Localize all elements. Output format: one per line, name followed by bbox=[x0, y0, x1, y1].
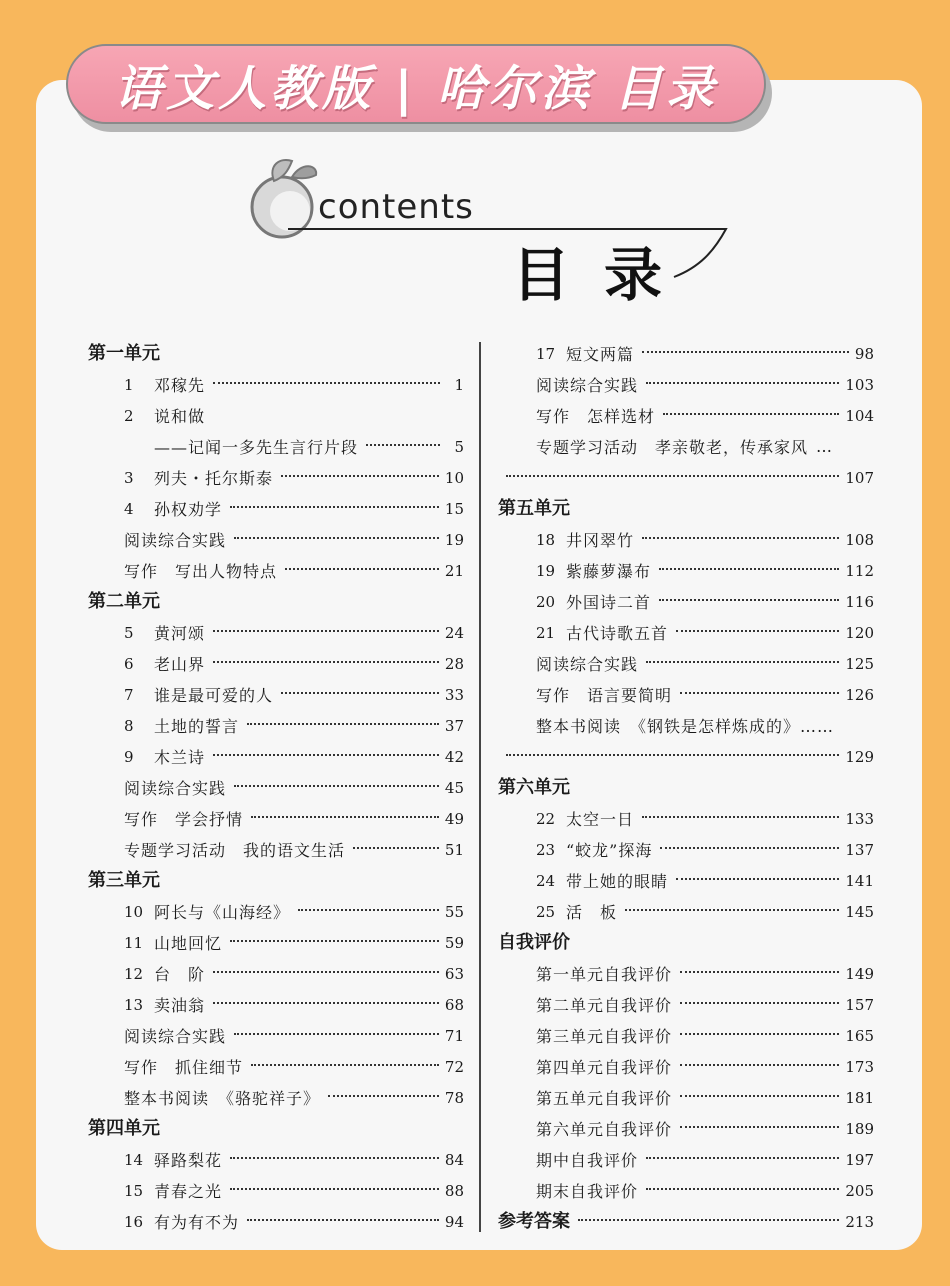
lesson-number: 3 bbox=[124, 468, 134, 487]
toc-entry[interactable] bbox=[88, 1144, 464, 1175]
toc-entry[interactable] bbox=[88, 710, 464, 741]
unit-heading: 第三单元 bbox=[88, 870, 160, 891]
dot-leader bbox=[642, 537, 839, 539]
lesson-subtitle: ——记闻一多先生言行片段 bbox=[154, 438, 359, 457]
toc-entry[interactable] bbox=[88, 431, 464, 462]
section-title: 专题学习活动 我的语文生活 bbox=[124, 841, 346, 860]
toc-entry[interactable] bbox=[498, 803, 874, 834]
toc-entry[interactable] bbox=[88, 1051, 464, 1082]
page-number: 78 bbox=[444, 1088, 464, 1107]
section-title: 写作 怎样选材 bbox=[536, 407, 656, 426]
page-number: 51 bbox=[444, 840, 464, 859]
lesson-title: 有为有不为 bbox=[154, 1213, 240, 1232]
page-number: 181 bbox=[845, 1088, 874, 1107]
lesson-number: 5 bbox=[124, 623, 134, 642]
toc-entry[interactable] bbox=[88, 617, 464, 648]
unit-heading: 自我评价 bbox=[498, 932, 570, 953]
dot-leader bbox=[234, 1033, 439, 1035]
leaf-apple-icon bbox=[252, 160, 316, 237]
lesson-title: 老山界 bbox=[154, 655, 206, 674]
dot-leader bbox=[646, 1157, 839, 1159]
toc-entry[interactable] bbox=[88, 896, 464, 927]
lesson-title: 土地的誓言 bbox=[154, 717, 240, 736]
lesson-number: 11 bbox=[124, 933, 144, 952]
dot-leader bbox=[213, 661, 439, 663]
section-title: 阅读综合实践 bbox=[124, 779, 227, 798]
banner-title: 语文人教版 | 哈尔滨 目录 bbox=[114, 60, 718, 117]
section-title: 阅读综合实践 bbox=[536, 655, 639, 674]
lesson-title: 驿路梨花 bbox=[154, 1151, 223, 1170]
lesson-number: 7 bbox=[124, 685, 134, 704]
dot-leader bbox=[663, 413, 839, 415]
lesson-number: 2 bbox=[124, 406, 134, 425]
page-number: 59 bbox=[444, 933, 464, 952]
dot-leader bbox=[213, 1002, 439, 1004]
section-title: 写作 写出人物特点 bbox=[124, 562, 278, 581]
section-title: 第一单元自我评价 bbox=[536, 965, 673, 984]
dot-leader bbox=[247, 723, 439, 725]
dot-leader bbox=[680, 692, 839, 694]
lesson-title: 带上她的眼睛 bbox=[566, 872, 669, 891]
dot-leader bbox=[646, 1188, 839, 1190]
lesson-number: 25 bbox=[536, 902, 556, 921]
section-title: 专题学习活动 孝亲敬老，传承家风 bbox=[536, 438, 809, 457]
page-number: 84 bbox=[444, 1150, 464, 1169]
toc-entry[interactable] bbox=[498, 586, 874, 617]
page-number: 94 bbox=[444, 1212, 464, 1231]
dot-leader bbox=[680, 1095, 839, 1097]
dot-leader bbox=[646, 661, 839, 663]
toc-entry[interactable] bbox=[498, 1113, 874, 1144]
dot-leader bbox=[353, 847, 439, 849]
lesson-title: 邓稼先 bbox=[154, 376, 206, 395]
page-number: 103 bbox=[845, 375, 874, 394]
toc-entry[interactable] bbox=[498, 369, 874, 400]
section-title: 第五单元自我评价 bbox=[536, 1089, 673, 1108]
unit-heading: 第五单元 bbox=[498, 498, 570, 519]
toc-entry[interactable] bbox=[498, 1020, 874, 1051]
lesson-title: 木兰诗 bbox=[154, 748, 206, 767]
toc-entry[interactable] bbox=[88, 834, 464, 865]
section-title: 第四单元自我评价 bbox=[536, 1058, 673, 1077]
toc-entry[interactable] bbox=[88, 989, 464, 1020]
page-number: 19 bbox=[444, 530, 464, 549]
toc-entry[interactable] bbox=[498, 896, 874, 927]
toc-entry[interactable] bbox=[88, 369, 464, 400]
page-number: 112 bbox=[845, 561, 874, 580]
lesson-title: 说和做 bbox=[154, 407, 206, 426]
dot-leader bbox=[680, 1064, 839, 1066]
toc-entry[interactable] bbox=[88, 493, 464, 524]
lesson-title: 外国诗二首 bbox=[566, 593, 652, 612]
page-number: 15 bbox=[444, 499, 464, 518]
unit-heading: 第四单元 bbox=[88, 1118, 160, 1139]
dot-leader bbox=[298, 909, 439, 911]
dot-leader bbox=[281, 692, 439, 694]
lesson-title: 阿长与《山海经》 bbox=[154, 903, 291, 922]
page-number: 137 bbox=[845, 840, 874, 859]
dot-leader bbox=[676, 630, 839, 632]
dot-leader bbox=[230, 940, 439, 942]
page-number: 21 bbox=[444, 561, 464, 580]
lesson-number: 15 bbox=[124, 1181, 144, 1200]
toc-entry[interactable] bbox=[498, 400, 874, 431]
dot-leader bbox=[506, 754, 839, 756]
section-title: 阅读综合实践 bbox=[124, 1027, 227, 1046]
page-number: 145 bbox=[845, 902, 874, 921]
toc-entry[interactable] bbox=[498, 865, 874, 896]
dot-leader bbox=[234, 537, 439, 539]
lesson-title: 古代诗歌五首 bbox=[566, 624, 669, 643]
page-number: 173 bbox=[845, 1057, 874, 1076]
dot-leader bbox=[659, 599, 839, 601]
lesson-title: 活 板 bbox=[566, 903, 618, 922]
page-number: 141 bbox=[845, 871, 874, 890]
lesson-title: 台 阶 bbox=[154, 965, 206, 984]
dot-leader bbox=[281, 475, 439, 477]
toc-entry[interactable] bbox=[498, 710, 874, 741]
dot-leader bbox=[625, 909, 839, 911]
page-number: 120 bbox=[845, 623, 874, 642]
lesson-number: 8 bbox=[124, 716, 134, 735]
lesson-title: “蛟龙”探海 bbox=[566, 841, 653, 860]
lesson-number: 12 bbox=[124, 964, 144, 983]
toc-entry[interactable] bbox=[88, 1020, 464, 1051]
page-number: 28 bbox=[444, 654, 464, 673]
lesson-title: 黄河颂 bbox=[154, 624, 206, 643]
page-number: 116 bbox=[845, 592, 874, 611]
banner-body bbox=[66, 44, 766, 124]
toc-entry[interactable] bbox=[88, 958, 464, 989]
title-banner bbox=[66, 44, 772, 134]
lesson-title: 谁是最可爱的人 bbox=[154, 686, 274, 705]
dot-leader bbox=[251, 816, 439, 818]
unit-heading: 参考答案 bbox=[498, 1211, 570, 1232]
section-title: 整本书阅读 《骆驼祥子》 bbox=[124, 1089, 321, 1108]
page-number: 98 bbox=[854, 344, 874, 363]
page-number: 213 bbox=[845, 1212, 874, 1231]
lesson-number: 14 bbox=[124, 1150, 144, 1169]
lesson-number: 23 bbox=[536, 840, 556, 859]
toc-entry[interactable] bbox=[88, 648, 464, 679]
toc-entry[interactable] bbox=[88, 803, 464, 834]
toc-right-column bbox=[498, 338, 874, 1237]
page-number: 107 bbox=[845, 468, 874, 487]
dot-leader bbox=[213, 971, 439, 973]
section-title: 写作 抓住细节 bbox=[124, 1058, 244, 1077]
section-title: 阅读综合实践 bbox=[124, 531, 227, 550]
dot-leader bbox=[213, 754, 439, 756]
dot-leader bbox=[642, 816, 839, 818]
page-number: 126 bbox=[845, 685, 874, 704]
page-number: 133 bbox=[845, 809, 874, 828]
section-title: 阅读综合实践 bbox=[536, 376, 639, 395]
dot-leader bbox=[578, 1219, 839, 1221]
lesson-number: 1 bbox=[124, 375, 134, 394]
page-number: 68 bbox=[444, 995, 464, 1014]
dot-leader bbox=[328, 1095, 439, 1097]
lesson-number: 16 bbox=[124, 1212, 144, 1231]
toc-left-column bbox=[88, 338, 464, 1237]
page-number: 72 bbox=[444, 1057, 464, 1076]
page-number: 33 bbox=[444, 685, 464, 704]
page-number: 42 bbox=[444, 747, 464, 766]
lesson-title: 列夫・托尔斯泰 bbox=[154, 469, 274, 488]
section-title: 第六单元自我评价 bbox=[536, 1120, 673, 1139]
toc-entry[interactable] bbox=[498, 989, 874, 1020]
page-number: 104 bbox=[845, 406, 874, 425]
lesson-title: 紫藤萝瀑布 bbox=[566, 562, 652, 581]
toc-entry[interactable] bbox=[88, 1082, 464, 1113]
contents-word: contents bbox=[318, 187, 474, 227]
toc-entry[interactable] bbox=[88, 1175, 464, 1206]
toc-entry[interactable] bbox=[498, 1144, 874, 1175]
dot-leader bbox=[251, 1064, 439, 1066]
toc-entry[interactable] bbox=[498, 1051, 874, 1082]
section-title: 写作 语言要简明 bbox=[536, 686, 673, 705]
lesson-number: 24 bbox=[536, 871, 556, 890]
dot-leader bbox=[230, 1188, 439, 1190]
page-number: 125 bbox=[845, 654, 874, 673]
toc-entry[interactable] bbox=[498, 431, 874, 462]
dot-leader bbox=[680, 1126, 839, 1128]
dot-leader bbox=[676, 878, 839, 880]
toc-entry[interactable] bbox=[88, 555, 464, 586]
unit-heading: 第六单元 bbox=[498, 777, 570, 798]
page-number: 5 bbox=[454, 437, 464, 456]
lesson-number: 17 bbox=[536, 344, 556, 363]
toc-entry[interactable] bbox=[498, 679, 874, 710]
toc-entry[interactable] bbox=[498, 338, 874, 369]
toc-entry[interactable] bbox=[88, 772, 464, 803]
lesson-title: 卖油翁 bbox=[154, 996, 206, 1015]
page-number: 71 bbox=[444, 1026, 464, 1045]
dot-leader bbox=[213, 382, 440, 384]
section-title: 期末自我评价 bbox=[536, 1182, 639, 1201]
page-number: 189 bbox=[845, 1119, 874, 1138]
dot-leader bbox=[680, 971, 839, 973]
page-number: 108 bbox=[845, 530, 874, 549]
lesson-number: 21 bbox=[536, 623, 556, 642]
toc-entry[interactable] bbox=[88, 679, 464, 710]
page-number: 129 bbox=[845, 747, 874, 766]
page-number: 10 bbox=[444, 468, 464, 487]
page-number: 63 bbox=[444, 964, 464, 983]
toc-entry-answers[interactable] bbox=[498, 1206, 874, 1237]
toc-entry[interactable] bbox=[498, 958, 874, 989]
lesson-title: 青春之光 bbox=[154, 1182, 223, 1201]
dot-leader bbox=[230, 1157, 439, 1159]
dot-leader bbox=[213, 630, 439, 632]
column-divider bbox=[479, 342, 481, 1232]
mulu-title: 目录 bbox=[512, 241, 697, 309]
toc-entry-continuation[interactable] bbox=[498, 462, 874, 493]
dot-leader bbox=[680, 1033, 839, 1035]
dot-leader bbox=[285, 568, 439, 570]
toc-entry-continuation[interactable] bbox=[498, 741, 874, 772]
dot-leader bbox=[366, 444, 440, 446]
toc-entry[interactable] bbox=[88, 1206, 464, 1237]
ellipsis: … bbox=[816, 437, 834, 456]
page-number: 49 bbox=[444, 809, 464, 828]
toc-entry[interactable] bbox=[88, 741, 464, 772]
page-number: 165 bbox=[845, 1026, 874, 1045]
lesson-number: 4 bbox=[124, 499, 134, 518]
page-number: 205 bbox=[845, 1181, 874, 1200]
lesson-number: 22 bbox=[536, 809, 556, 828]
lesson-number: 19 bbox=[536, 561, 556, 580]
lesson-number: 20 bbox=[536, 592, 556, 611]
unit-heading: 第二单元 bbox=[88, 591, 160, 612]
lesson-title: 短文两篇 bbox=[566, 345, 635, 364]
dot-leader bbox=[234, 785, 439, 787]
dot-leader bbox=[642, 351, 849, 353]
page-number: 157 bbox=[845, 995, 874, 1014]
toc-entry[interactable] bbox=[498, 648, 874, 679]
dot-leader bbox=[680, 1002, 839, 1004]
section-title: 第三单元自我评价 bbox=[536, 1027, 673, 1046]
lesson-number: 10 bbox=[124, 902, 144, 921]
toc-entry[interactable] bbox=[88, 927, 464, 958]
page-number: 45 bbox=[444, 778, 464, 797]
toc-entry[interactable] bbox=[88, 400, 464, 431]
toc-entry[interactable] bbox=[88, 524, 464, 555]
lesson-title: 孙权劝学 bbox=[154, 500, 223, 519]
lesson-number: 6 bbox=[124, 654, 134, 673]
lesson-number: 9 bbox=[124, 747, 134, 766]
dot-leader bbox=[660, 847, 839, 849]
lesson-title: 山地回忆 bbox=[154, 934, 223, 953]
page-number: 24 bbox=[444, 623, 464, 642]
toc-entry[interactable] bbox=[498, 524, 874, 555]
toc-entry[interactable] bbox=[498, 617, 874, 648]
lesson-title: 太空一日 bbox=[566, 810, 635, 829]
toc-entry[interactable] bbox=[498, 834, 874, 865]
toc-entry[interactable] bbox=[498, 1082, 874, 1113]
dot-leader bbox=[247, 1219, 439, 1221]
lesson-number: 13 bbox=[124, 995, 144, 1014]
section-title: 写作 学会抒情 bbox=[124, 810, 244, 829]
page-number: 88 bbox=[444, 1181, 464, 1200]
toc-entry[interactable] bbox=[88, 462, 464, 493]
page-number: 1 bbox=[454, 375, 464, 394]
page-number: 55 bbox=[444, 902, 464, 921]
toc-entry[interactable] bbox=[498, 1175, 874, 1206]
page-number: 149 bbox=[845, 964, 874, 983]
section-title: 期中自我评价 bbox=[536, 1151, 639, 1170]
section-title: 整本书阅读 《钢铁是怎样炼成的》…… bbox=[536, 717, 835, 736]
dot-leader bbox=[646, 382, 839, 384]
section-title: 第二单元自我评价 bbox=[536, 996, 673, 1015]
dot-leader bbox=[230, 506, 439, 508]
page-number: 197 bbox=[845, 1150, 874, 1169]
dot-leader bbox=[506, 475, 839, 477]
page-number: 37 bbox=[444, 716, 464, 735]
lesson-title: 井冈翠竹 bbox=[566, 531, 635, 550]
toc-entry[interactable] bbox=[498, 555, 874, 586]
dot-leader bbox=[659, 568, 839, 570]
lesson-number: 18 bbox=[536, 530, 556, 549]
unit-heading: 第一单元 bbox=[88, 343, 160, 364]
